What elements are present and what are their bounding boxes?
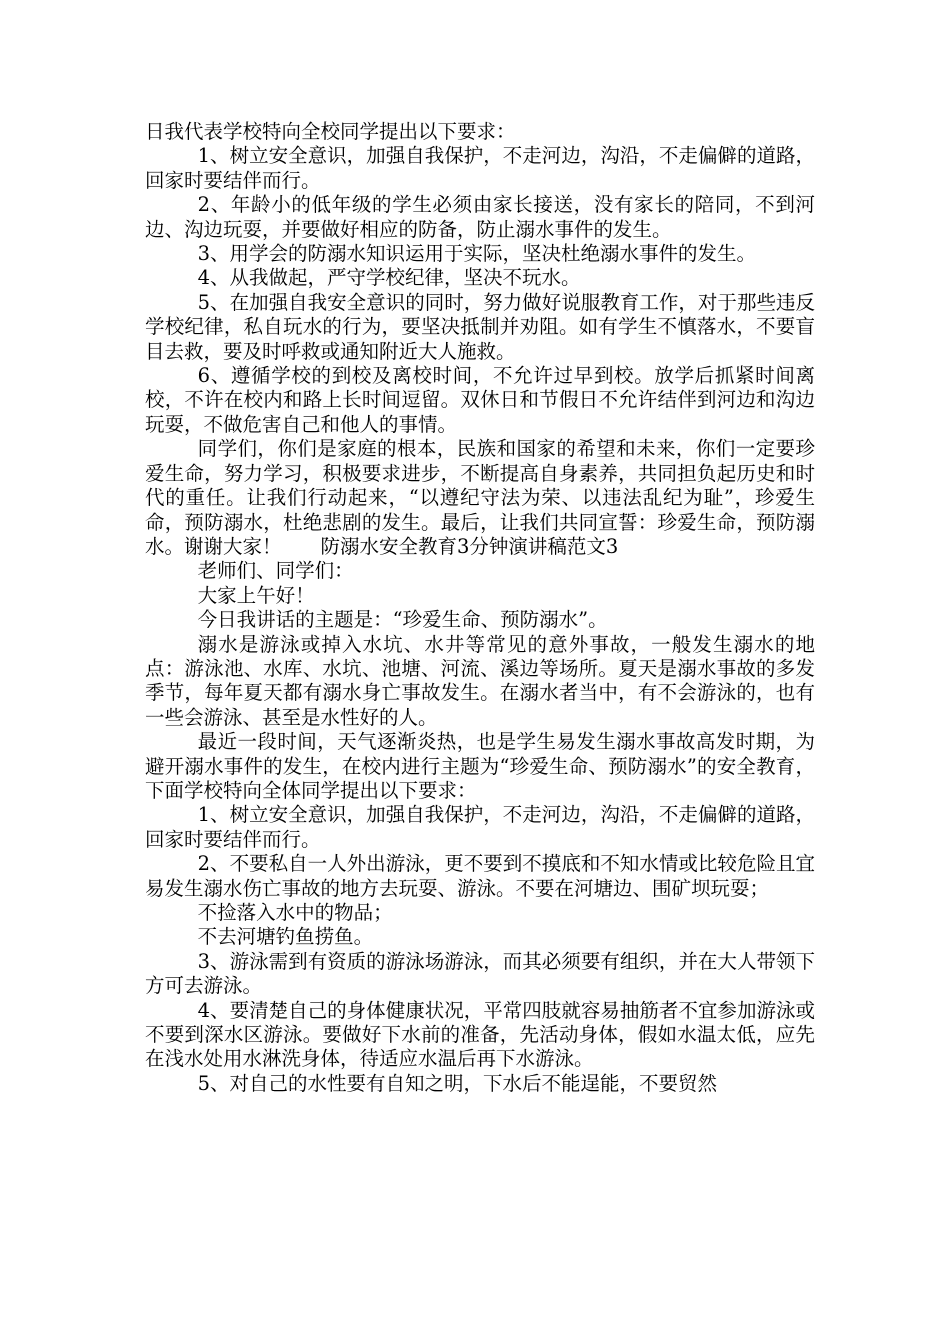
- paragraph-rule-1: 1、树立安全意识，加强自我保护，不走河边，沟沿，不走偏僻的道路，回家时要结伴而行。: [145, 144, 815, 192]
- paragraph-rule-5: 5、在加强自我安全意识的同时，努力做好说服教育工作，对于那些违反学校纪律，私自玩水的行为，要坚决抵制并劝阻。如有学生不慎落水，不要盲目去救，要及时呼救或通知附近大人施救。: [145, 290, 815, 363]
- paragraph-rule-2: 2、年龄小的低年级的学生必须由家长接送，没有家长的陪同，不到河边、沟边玩耍，并要做好相应的防备，防止溺水事件的发生。: [145, 193, 815, 241]
- paragraph-recent-weather: 最近一段时间，天气逐渐炎热，也是学生易发生溺水事故高发时期，为避开溺水事件的发生，在校内进行主题为“珍爱生命、预防溺水”的安全教育，下面学校特向全体同学提出以下要求：: [145, 730, 815, 802]
- paragraph-intro: 日我代表学校特向全校同学提出以下要求：: [145, 120, 516, 143]
- paragraph-req-5: 5、对自己的水性要有自知之明，下水后不能逞能，不要贸然: [197, 1071, 718, 1095]
- paragraph-rule-6: 6、遵循学校的到校及离校时间，不允许过早到校。放学后抓紧时间离校，不许在校内和路上长时间逗留。双休日和节假日不允许结伴到河边和沟边玩耍，不做危害自己和他人的事情。: [145, 364, 815, 436]
- document-body: [145, 120, 815, 1096]
- paragraph-salutation: 老师们、同学们：: [197, 559, 354, 583]
- paragraph-req-1: 1、树立安全意识，加强自我保护，不走河边，沟沿，不走偏僻的道路，回家时要结伴而行。: [145, 803, 815, 851]
- paragraph-closing: 同学们，你们是家庭的根本，民族和国家的希望和未来，你们一定要珍爱生命，努力学习，积极要求进步，不断提高自身素养，共同担负起历史和时代的重任。让我们行动起来，“以遵纪守法为荣、以违法乱纪为耻”，珍爱生命，预防溺水，杜绝悲剧的发生。最后，让我们共同宣誓：珍爱生命，预防溺水。谢谢大家！ 防溺水安全教育3分钟演讲稿范文3: [145, 437, 815, 558]
- paragraph-drowning-intro: 溺水是游泳或掉入水坑、水井等常见的意外事故，一般发生溺水的地点：游泳池、水库、水坑、池塘、河流、溪边等场所。夏天是溺水事故的多发季节，每年夏天都有溺水身亡事故发生。在溺水者当中，有不会游泳的，也有一些会游泳、甚至是水性好的人。: [145, 632, 815, 729]
- paragraph-req-2: 2、不要私自一人外出游泳，更不要到不摸底和不知水情或比较危险且宜易发生溺水伤亡事故的地方去玩耍、游泳。不要在河塘边、围矿坝玩耍；: [145, 852, 815, 900]
- paragraph-rule-3: 3、用学会的防溺水知识运用于实际，坚决杜绝溺水事件的发生。: [197, 242, 757, 266]
- paragraph-req-2a: 不捡落入水中的物品；: [197, 901, 393, 924]
- paragraph-greeting: 大家上午好！: [197, 583, 315, 607]
- paragraph-req-4: 4、要清楚自己的身体健康状况，平常四肢就容易抽筋者不宜参加游泳或不要到深水区游泳。要做好下水前的准备，先活动身体，假如水温太低，应先在浅水处用水淋洗身体，待适应水温后再下水游泳。: [145, 998, 815, 1071]
- paragraph-topic: 今日我讲话的主题是：“珍爱生命、预防溺水”。: [197, 608, 608, 632]
- paragraph-rule-4: 4、从我做起，严守学校纪律，坚决不玩水。: [197, 266, 581, 290]
- paragraph-req-3: 3、游泳需到有资质的游泳场游泳，而其必须要有组织，并在大人带领下方可去游泳。: [145, 949, 815, 998]
- paragraph-req-2b: 不去河塘钓鱼捞鱼。: [197, 925, 374, 949]
